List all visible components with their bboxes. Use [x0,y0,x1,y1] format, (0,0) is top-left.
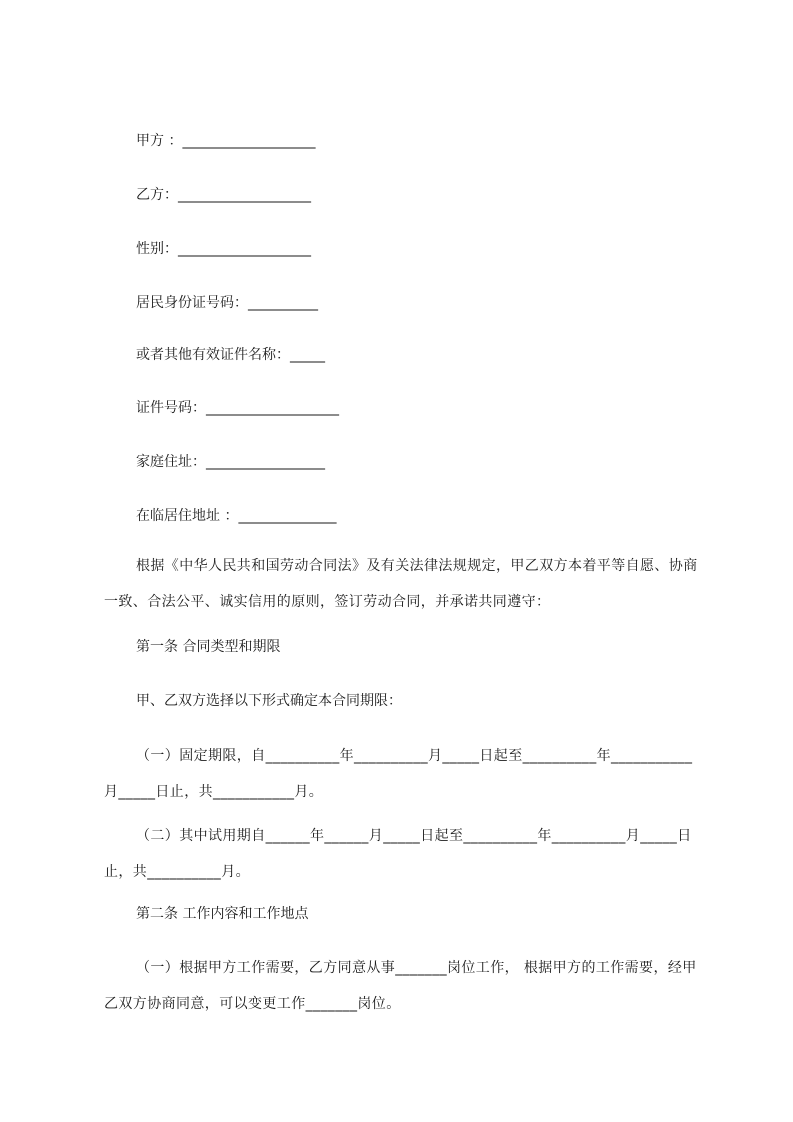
article2-item1 [104,950,704,1022]
preamble-text: 根据《中华人民共和国劳动合同法》及有关法律法规规定，甲乙双方本着平等自愿、协商一致、合法公平、诚实信用的原则，签订劳动合同，并承诺共同遵守： [104,558,698,610]
field-home-address: 家庭住址：_________________ [136,454,325,470]
article1-item2-text: （二）其中试用期自______年______月_____日起至__________年__________月_____日止，共__________月。 [104,828,692,880]
field-party-a: 甲方 ：___________________ [136,133,316,149]
field-gender: 性别：___________________ [136,241,311,257]
article2-item1-text: （一）根据甲方工作需要，乙方同意从事_______岗位工作， 根据甲方的工作需要，经甲乙双方协商同意，可以变更工作_______岗位。 [104,960,697,1012]
article1-item2 [104,818,704,890]
article1-intro: 甲、乙双方选择以下形式确定本合同期限： [136,693,402,709]
field-party-b: 乙方：___________________ [136,187,311,203]
article1-item1 [104,738,704,810]
article1-heading: 第一条 合同类型和期限 [136,639,281,655]
field-resident-id: 居民身份证号码：__________ [136,295,318,311]
article2-heading: 第二条 工作内容和工作地点 [136,906,309,922]
field-other-id-name: 或者其他有效证件名称：_____ [136,347,325,363]
article1-item1-text: （一）固定期限，自__________年__________月_____日起至__________年___________月_____日止，共___________月。 [104,748,693,800]
field-current-address: 在临居住地址 ：______________ [136,508,337,524]
field-id-number: 证件号码：___________________ [136,400,339,416]
preamble-paragraph [104,548,704,620]
